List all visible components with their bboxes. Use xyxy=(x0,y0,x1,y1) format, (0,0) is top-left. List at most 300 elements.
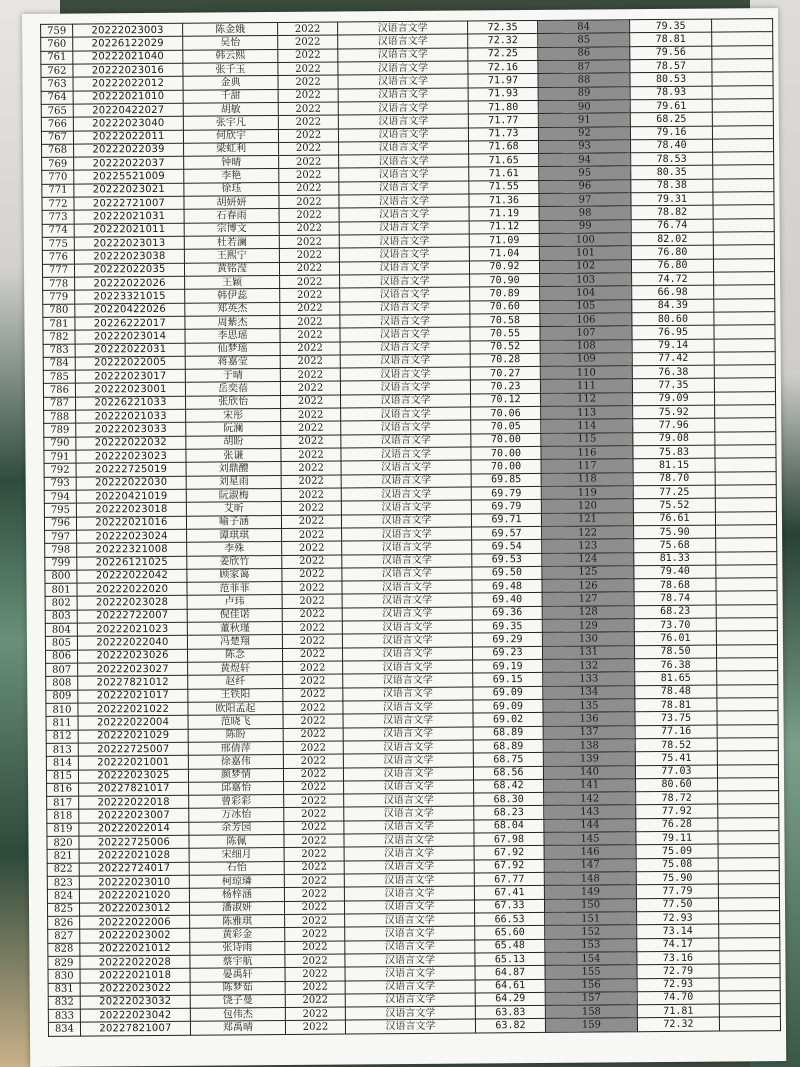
rank-cell: 137 xyxy=(543,725,635,739)
student-id-cell: 20222021031 xyxy=(74,210,184,224)
seq-cell: 799 xyxy=(45,557,77,571)
blank-cell xyxy=(717,764,778,778)
score-cell: 72.35 xyxy=(468,20,538,34)
major-cell: 汉语言文学 xyxy=(341,514,471,528)
name-cell: 陈念 xyxy=(187,648,282,662)
blank-cell xyxy=(717,737,778,751)
student-id-cell: 20220421019 xyxy=(76,489,186,503)
seq-cell: 814 xyxy=(46,756,78,770)
score-cell: 70.89 xyxy=(470,287,540,301)
seq-cell: 831 xyxy=(48,983,80,997)
name-cell: 姜欣竹 xyxy=(187,555,282,569)
student-id-cell: 20223321015 xyxy=(75,289,185,303)
total-cell: 77.42 xyxy=(632,352,714,366)
student-id-cell: 20222022005 xyxy=(75,356,185,370)
rank-cell: 85 xyxy=(538,33,630,47)
rank-cell: 141 xyxy=(544,779,636,793)
student-id-cell: 20222023022 xyxy=(80,982,190,996)
student-id-cell: 20220422026 xyxy=(75,303,185,317)
blank-cell xyxy=(716,618,777,632)
score-cell: 69.09 xyxy=(473,686,543,700)
name-cell: 徐珏 xyxy=(184,182,279,196)
student-id-cell: 20222022006 xyxy=(80,915,190,929)
blank-cell xyxy=(715,418,776,432)
total-cell: 71.81 xyxy=(637,1004,719,1018)
student-id-cell: 20222021010 xyxy=(73,90,183,104)
rank-cell: 143 xyxy=(544,805,636,819)
blank-cell xyxy=(717,658,778,672)
total-cell: 80.35 xyxy=(631,166,713,180)
score-cell: 70.58 xyxy=(470,313,540,327)
major-cell: 汉语言文学 xyxy=(342,527,472,541)
score-cell: 69.09 xyxy=(473,699,543,713)
total-cell: 72.93 xyxy=(637,911,719,925)
year-cell: 2022 xyxy=(280,368,340,382)
rank-cell: 157 xyxy=(545,992,637,1006)
rank-cell: 131 xyxy=(542,645,634,659)
total-cell: 78.81 xyxy=(635,698,717,712)
student-id-cell: 20222023012 xyxy=(79,902,189,916)
seq-cell: 770 xyxy=(42,171,74,185)
total-cell: 75.83 xyxy=(633,445,715,459)
rank-cell: 129 xyxy=(542,619,634,633)
seq-cell: 822 xyxy=(47,863,79,877)
seq-cell: 800 xyxy=(45,570,77,584)
major-cell: 汉语言文学 xyxy=(341,434,471,448)
student-id-cell: 20222023017 xyxy=(75,369,185,383)
student-id-cell: 20222021011 xyxy=(74,223,184,237)
major-cell: 汉语言文学 xyxy=(338,101,468,115)
total-cell: 78.38 xyxy=(631,179,713,193)
seq-cell: 776 xyxy=(42,250,74,264)
student-id-cell: 20222023007 xyxy=(79,809,189,823)
student-id-cell: 20222023027 xyxy=(78,662,188,676)
name-cell: 石春雨 xyxy=(184,209,279,223)
student-id-cell: 20222022011 xyxy=(73,130,183,144)
rank-cell: 97 xyxy=(539,193,631,207)
major-cell: 汉语言文学 xyxy=(338,61,468,75)
blank-cell xyxy=(719,1017,780,1031)
total-cell: 82.02 xyxy=(631,232,713,246)
name-cell: 徐嘉伟 xyxy=(188,755,283,769)
name-cell: 余芳园 xyxy=(189,821,284,835)
name-cell: 阮澜 xyxy=(186,422,281,436)
total-cell: 80.60 xyxy=(636,778,718,792)
total-cell: 79.08 xyxy=(633,432,715,446)
rank-cell: 134 xyxy=(543,685,635,699)
year-cell: 2022 xyxy=(279,195,339,209)
seq-cell: 807 xyxy=(46,663,78,677)
score-cell: 71.55 xyxy=(469,180,539,194)
major-cell: 汉语言文学 xyxy=(339,234,469,248)
major-cell: 汉语言文学 xyxy=(338,34,468,48)
major-cell: 汉语言文学 xyxy=(339,194,469,208)
blank-cell xyxy=(714,365,775,379)
name-cell: 王颖 xyxy=(185,275,280,289)
name-cell: 赵纤 xyxy=(188,675,283,689)
major-cell: 汉语言文学 xyxy=(341,500,471,514)
blank-cell xyxy=(718,857,779,871)
name-cell: 晏禹轩 xyxy=(190,968,285,982)
blank-cell xyxy=(719,911,780,925)
name-cell: 颜梦情 xyxy=(188,768,283,782)
rank-cell: 103 xyxy=(540,273,632,287)
major-cell: 汉语言文学 xyxy=(345,940,475,954)
name-cell: 李殊 xyxy=(187,542,282,556)
seq-cell: 790 xyxy=(44,437,76,451)
rank-cell: 107 xyxy=(540,326,632,340)
name-cell: 刘星雨 xyxy=(186,475,281,489)
blank-cell xyxy=(717,671,778,685)
student-id-cell: 20222021017 xyxy=(78,689,188,703)
year-cell: 2022 xyxy=(278,115,338,129)
total-cell: 77.25 xyxy=(633,485,715,499)
blank-cell xyxy=(714,311,775,325)
student-id-cell: 20222021020 xyxy=(79,889,189,903)
rank-cell: 140 xyxy=(543,765,635,779)
rank-cell: 133 xyxy=(543,672,635,686)
name-cell: 杜若澜 xyxy=(184,235,279,249)
name-cell: 曾彩彩 xyxy=(189,795,284,809)
total-cell: 72.32 xyxy=(637,1017,719,1031)
name-cell: 胡盼 xyxy=(186,435,281,449)
score-cell: 63.83 xyxy=(475,1006,545,1020)
student-id-cell: 20226121025 xyxy=(77,556,187,570)
rank-cell: 151 xyxy=(545,912,637,926)
major-cell: 汉语言文学 xyxy=(339,167,469,181)
name-cell: 宋彤 xyxy=(186,409,281,423)
total-cell: 73.70 xyxy=(634,618,716,632)
year-cell: 2022 xyxy=(285,994,345,1008)
blank-cell xyxy=(715,485,776,499)
score-cell: 68.04 xyxy=(474,819,544,833)
score-cell: 64.61 xyxy=(475,979,545,993)
blank-cell xyxy=(716,604,777,618)
score-cell: 71.73 xyxy=(468,127,538,141)
name-cell: 黄彩金 xyxy=(190,928,285,942)
blank-cell xyxy=(717,751,778,765)
name-cell: 柯琼璘 xyxy=(189,874,284,888)
total-cell: 79.61 xyxy=(630,99,712,113)
name-cell: 艾昕 xyxy=(186,502,281,516)
name-cell: 顾家蔼 xyxy=(187,568,282,582)
seq-cell: 765 xyxy=(41,104,73,118)
student-id-cell: 20227821012 xyxy=(78,676,188,690)
student-id-cell: 20222021023 xyxy=(77,622,187,636)
major-cell: 汉语言文学 xyxy=(341,394,471,408)
student-id-cell: 20222725007 xyxy=(78,742,188,756)
student-id-cell: 20222022028 xyxy=(80,955,190,969)
blank-cell xyxy=(712,19,773,33)
blank-cell xyxy=(718,897,779,911)
rank-cell: 136 xyxy=(543,712,635,726)
blank-cell xyxy=(713,205,774,219)
total-cell: 76.80 xyxy=(631,259,713,273)
name-cell: 冯楚翔 xyxy=(187,635,282,649)
total-cell: 79.40 xyxy=(634,565,716,579)
student-id-cell: 20222023032 xyxy=(80,995,190,1009)
seq-cell: 762 xyxy=(41,64,73,78)
blank-cell xyxy=(713,178,774,192)
major-cell: 汉语言文学 xyxy=(339,261,469,275)
student-id-cell: 20226222017 xyxy=(75,316,185,330)
major-cell: 汉语言文学 xyxy=(342,633,472,647)
name-cell: 吴怡 xyxy=(183,36,278,50)
year-cell: 2022 xyxy=(282,634,342,648)
name-cell: 谭琪琪 xyxy=(187,528,282,542)
score-cell: 68.30 xyxy=(474,793,544,807)
score-cell: 68.23 xyxy=(474,806,544,820)
name-cell: 郑英杰 xyxy=(185,302,280,316)
major-cell: 汉语言文学 xyxy=(344,900,474,914)
total-cell: 76.28 xyxy=(636,818,718,832)
student-id-cell: 20222022042 xyxy=(77,569,187,583)
year-cell: 2022 xyxy=(279,235,339,249)
blank-cell xyxy=(715,471,776,485)
major-cell: 汉语言文学 xyxy=(341,460,471,474)
seq-cell: 781 xyxy=(43,317,75,331)
blank-cell xyxy=(717,724,778,738)
major-cell: 汉语言文学 xyxy=(342,553,472,567)
total-cell: 79.11 xyxy=(636,831,718,845)
score-cell: 72.16 xyxy=(468,60,538,74)
name-cell: 于晴 xyxy=(185,369,280,383)
blank-cell xyxy=(713,165,774,179)
year-cell: 2022 xyxy=(282,581,342,595)
major-cell: 汉语言文学 xyxy=(340,327,470,341)
total-cell: 73.16 xyxy=(637,951,719,965)
name-cell: 宋细月 xyxy=(189,848,284,862)
rank-cell: 125 xyxy=(542,566,634,580)
rank-cell: 109 xyxy=(540,353,632,367)
rank-cell: 130 xyxy=(542,632,634,646)
student-id-cell: 20222023038 xyxy=(74,250,184,264)
seq-cell: 832 xyxy=(48,996,80,1010)
seq-cell: 802 xyxy=(45,597,77,611)
seq-cell: 804 xyxy=(45,623,77,637)
name-cell: 李艳 xyxy=(184,169,279,183)
student-id-cell: 20227821007 xyxy=(80,1022,190,1036)
year-cell: 2022 xyxy=(278,129,338,143)
total-cell: 76.61 xyxy=(633,512,715,526)
score-cell: 65.48 xyxy=(475,939,545,953)
score-cell: 69.71 xyxy=(471,513,541,527)
year-cell: 2022 xyxy=(283,741,343,755)
blank-cell xyxy=(718,831,779,845)
blank-cell xyxy=(715,498,776,512)
year-cell: 2022 xyxy=(280,381,340,395)
student-id-cell: 20222023025 xyxy=(78,769,188,783)
blank-cell xyxy=(716,538,777,552)
blank-cell xyxy=(713,245,774,259)
rank-cell: 121 xyxy=(541,512,633,526)
score-cell: 64.87 xyxy=(475,966,545,980)
rank-cell: 93 xyxy=(539,140,631,154)
major-cell: 汉语言文学 xyxy=(343,740,473,754)
seq-cell: 766 xyxy=(41,117,73,131)
score-cell: 69.57 xyxy=(472,526,542,540)
blank-cell xyxy=(714,325,775,339)
rank-cell: 135 xyxy=(543,699,635,713)
year-cell: 2022 xyxy=(285,914,345,928)
year-cell: 2022 xyxy=(285,1007,345,1021)
year-cell: 2022 xyxy=(279,155,339,169)
name-cell: 喻子涵 xyxy=(186,515,281,529)
blank-cell xyxy=(712,125,773,139)
score-cell: 67.92 xyxy=(474,846,544,860)
blank-cell xyxy=(712,85,773,99)
major-cell: 汉语言文学 xyxy=(344,846,474,860)
student-id-cell: 20222021033 xyxy=(76,409,186,423)
score-cell: 71.19 xyxy=(469,207,539,221)
year-cell: 2022 xyxy=(284,901,344,915)
name-cell: 岳奕蓓 xyxy=(185,382,280,396)
blank-cell xyxy=(719,950,780,964)
rank-cell: 159 xyxy=(545,1018,637,1032)
rank-cell: 152 xyxy=(545,925,637,939)
year-cell: 2022 xyxy=(282,528,342,542)
seq-cell: 816 xyxy=(47,783,79,797)
name-cell: 包伟杰 xyxy=(190,1008,285,1022)
rank-cell: 94 xyxy=(539,153,631,167)
year-cell: 2022 xyxy=(279,222,339,236)
student-id-cell: 20222022037 xyxy=(74,156,184,170)
student-id-cell: 20222023021 xyxy=(74,183,184,197)
major-cell: 汉语言文学 xyxy=(339,221,469,235)
total-cell: 78.57 xyxy=(630,59,712,73)
score-cell: 68.75 xyxy=(473,753,543,767)
blank-cell xyxy=(713,152,774,166)
seq-cell: 834 xyxy=(48,1023,80,1037)
blank-cell xyxy=(715,445,776,459)
seq-cell: 805 xyxy=(45,636,77,650)
name-cell: 邱嘉怡 xyxy=(189,781,284,795)
seq-cell: 785 xyxy=(43,370,75,384)
total-cell: 73.14 xyxy=(637,924,719,938)
student-id-cell: 20222023023 xyxy=(76,449,186,463)
major-cell: 汉语言文学 xyxy=(344,820,474,834)
score-cell: 69.85 xyxy=(471,473,541,487)
rank-cell: 114 xyxy=(541,419,633,433)
total-cell: 72.93 xyxy=(637,978,719,992)
year-cell: 2022 xyxy=(280,342,340,356)
rank-cell: 110 xyxy=(540,366,632,380)
major-cell: 汉语言文学 xyxy=(341,487,471,501)
score-table-body xyxy=(41,19,781,1036)
score-cell: 71.97 xyxy=(468,74,538,88)
seq-cell: 782 xyxy=(43,330,75,344)
student-id-cell: 20222023042 xyxy=(80,1008,190,1022)
rank-cell: 128 xyxy=(542,605,634,619)
major-cell: 汉语言文学 xyxy=(345,913,475,927)
rank-cell: 119 xyxy=(541,486,633,500)
seq-cell: 779 xyxy=(43,290,75,304)
rank-cell: 101 xyxy=(539,246,631,260)
rank-cell: 150 xyxy=(544,898,636,912)
rank-cell: 139 xyxy=(543,752,635,766)
year-cell: 2022 xyxy=(279,248,339,262)
year-cell: 2022 xyxy=(283,688,343,702)
blank-cell xyxy=(718,804,779,818)
total-cell: 76.74 xyxy=(631,219,713,233)
seq-cell: 797 xyxy=(45,530,77,544)
student-id-cell: 20222021018 xyxy=(80,968,190,982)
score-cell: 65.13 xyxy=(475,952,545,966)
score-cell: 69.54 xyxy=(472,540,542,554)
score-cell: 70.52 xyxy=(470,340,540,354)
major-cell: 汉语言文学 xyxy=(340,380,470,394)
blank-cell xyxy=(719,937,780,951)
name-cell: 宗博文 xyxy=(184,222,279,236)
seq-cell: 806 xyxy=(45,650,77,664)
seq-cell: 818 xyxy=(47,810,79,824)
score-cell: 71.61 xyxy=(469,167,539,181)
score-cell: 69.79 xyxy=(471,486,541,500)
blank-cell xyxy=(716,551,777,565)
student-id-cell: 20222022020 xyxy=(77,582,187,596)
seq-cell: 768 xyxy=(42,144,74,158)
year-cell: 2022 xyxy=(281,408,341,422)
score-cell: 69.29 xyxy=(472,633,542,647)
student-id-cell: 20222022026 xyxy=(75,276,185,290)
year-cell: 2022 xyxy=(280,315,340,329)
score-cell: 71.04 xyxy=(469,247,539,261)
score-cell: 69.19 xyxy=(473,659,543,673)
year-cell: 2022 xyxy=(284,874,344,888)
rank-cell: 153 xyxy=(545,938,637,952)
name-cell: 刘鼎醴 xyxy=(186,462,281,476)
total-cell: 78.48 xyxy=(635,685,717,699)
major-cell: 汉语言文学 xyxy=(343,673,473,687)
student-id-cell: 20222321008 xyxy=(77,542,187,556)
total-cell: 75.68 xyxy=(634,538,716,552)
seq-cell: 783 xyxy=(43,344,75,358)
seq-cell: 811 xyxy=(46,716,78,730)
seq-cell: 810 xyxy=(46,703,78,717)
score-cell: 70.27 xyxy=(470,367,540,381)
major-cell: 汉语言文学 xyxy=(338,88,468,102)
total-cell: 78.72 xyxy=(636,791,718,805)
seq-cell: 815 xyxy=(46,770,78,784)
blank-cell xyxy=(714,272,775,286)
name-cell: 饶子曼 xyxy=(190,994,285,1008)
blank-cell xyxy=(712,98,773,112)
student-id-cell: 20222023002 xyxy=(80,928,190,942)
student-id-cell: 20222021040 xyxy=(73,50,183,64)
year-cell: 2022 xyxy=(282,568,342,582)
major-cell: 汉语言文学 xyxy=(338,114,468,128)
major-cell: 汉语言文学 xyxy=(338,127,468,141)
student-id-cell: 20226221033 xyxy=(76,396,186,410)
score-cell: 70.06 xyxy=(471,407,541,421)
major-cell: 汉语言文学 xyxy=(344,780,474,794)
year-cell: 2022 xyxy=(281,395,341,409)
blank-cell xyxy=(718,791,779,805)
seq-cell: 808 xyxy=(46,676,78,690)
year-cell: 2022 xyxy=(280,355,340,369)
blank-cell xyxy=(713,138,774,152)
seq-cell: 787 xyxy=(44,397,76,411)
rank-cell: 127 xyxy=(542,592,634,606)
rank-cell: 86 xyxy=(538,46,630,60)
year-cell: 2022 xyxy=(280,302,340,316)
seq-cell: 798 xyxy=(45,543,77,557)
total-cell: 73.75 xyxy=(635,711,717,725)
name-cell: 陈佩 xyxy=(189,835,284,849)
seq-cell: 824 xyxy=(47,889,79,903)
major-cell: 汉语言文学 xyxy=(344,833,474,847)
rank-cell: 99 xyxy=(539,219,631,233)
